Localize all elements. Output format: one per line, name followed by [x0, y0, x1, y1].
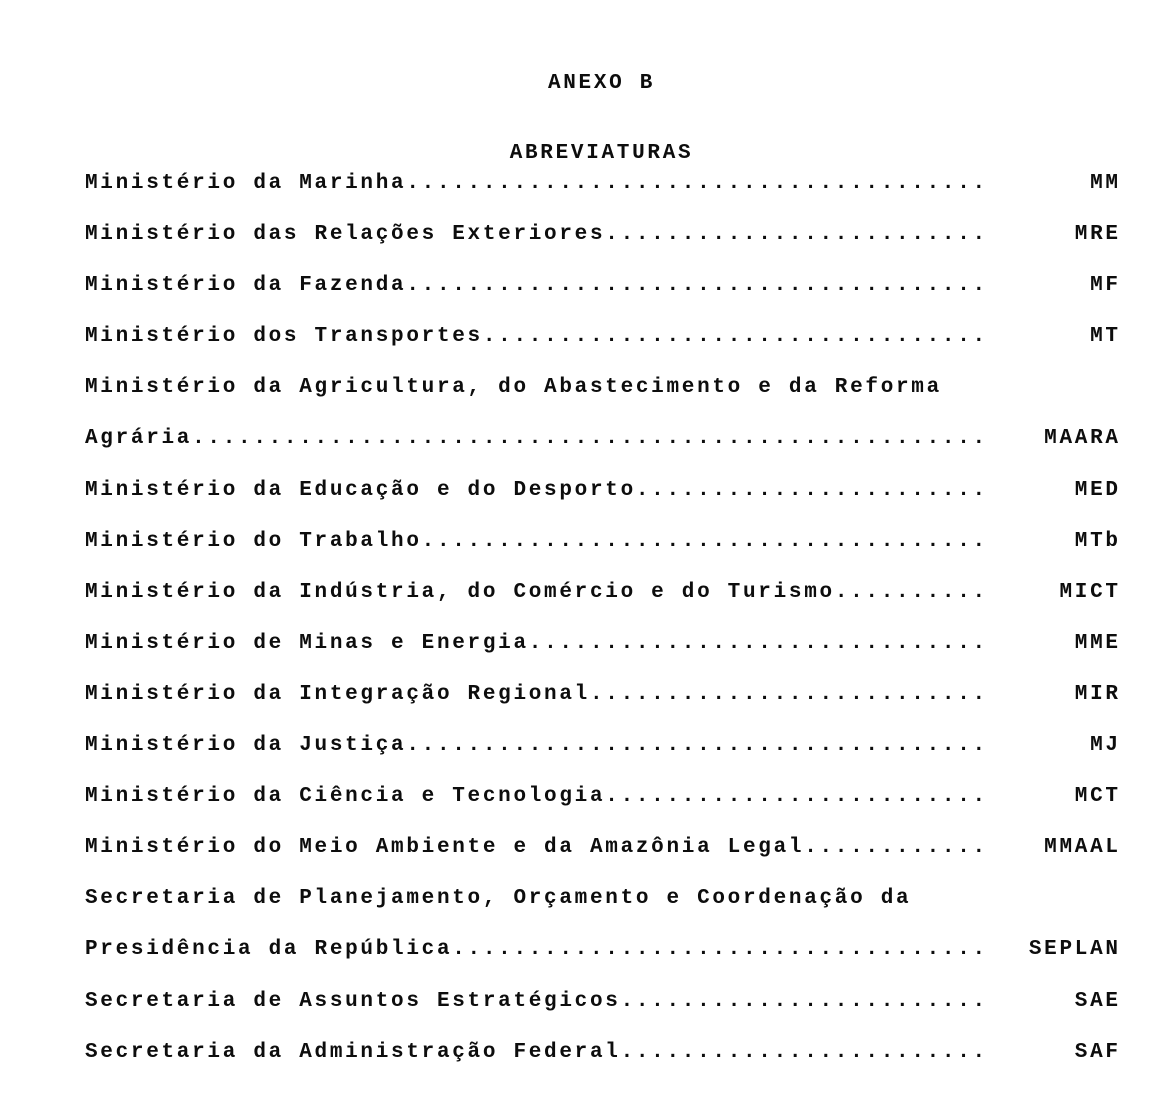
- leader-dots: ...................................: [452, 938, 988, 962]
- entry-name: Ministério do Meio Ambiente e da Amazônia Legal: [85, 836, 805, 860]
- entry-name: Secretaria da Administração Federal: [85, 1040, 621, 1064]
- entry-name: Ministério da Agricultura, do Abastecimento e da Reforma: [85, 376, 942, 400]
- entry-abbr: MED: [1074, 478, 1121, 502]
- entry-name: Secretaria de Planejamento, Orçamento e Coordenação da: [85, 887, 912, 911]
- entry-line: [85, 682, 1121, 734]
- leader-dots: ..........................: [589, 682, 988, 706]
- entry-line: [85, 376, 1118, 427]
- leader-dots: ..............................: [528, 631, 988, 655]
- entry-line: [85, 274, 1121, 325]
- entry-line: [85, 478, 1121, 530]
- entry-name: Ministério da Integração Regional: [85, 682, 590, 706]
- entry-line: [85, 580, 1121, 632]
- entry-abbr: MME: [1074, 631, 1121, 655]
- leader-dots: ............: [804, 836, 988, 860]
- entry-line: [85, 734, 1121, 785]
- leader-dots: ........................: [620, 1040, 988, 1064]
- entry-line: [85, 836, 1121, 887]
- entry-line: [85, 1040, 1121, 1092]
- abbreviation-list: [85, 172, 1121, 1092]
- leader-dots: ......................................: [406, 172, 988, 195]
- leader-dots: ..........: [834, 580, 988, 604]
- entry-name: Ministério da Ciência e Tecnologia: [85, 785, 606, 809]
- entry-abbr: MRE: [1074, 223, 1121, 247]
- entry-abbr: MM: [1090, 172, 1121, 195]
- entry-abbr: MTb: [1074, 529, 1121, 553]
- entry-name: Ministério de Minas e Energia: [85, 631, 529, 655]
- leader-dots: ........................: [620, 989, 988, 1013]
- entry-line: [85, 938, 1121, 989]
- leader-dots: .......................: [635, 478, 988, 502]
- entry-name: Presidência da República: [85, 938, 453, 962]
- entry-abbr: SAF: [1074, 1040, 1121, 1064]
- leader-dots: .................................: [482, 325, 988, 349]
- leader-dots: ....................................................: [192, 427, 988, 451]
- leader-dots: .........................: [605, 223, 988, 247]
- entry-line: [85, 989, 1121, 1041]
- entry-abbr: MF: [1090, 274, 1121, 298]
- leader-dots: ......................................: [406, 274, 988, 298]
- entry-name: Ministério da Educação e do Desporto: [85, 478, 636, 502]
- entry-name: Secretaria de Assuntos Estratégicos: [85, 989, 621, 1013]
- entry-name: Agrária: [85, 427, 193, 451]
- entry-line: [85, 325, 1121, 376]
- leader-dots: ......................................: [406, 734, 988, 758]
- leader-dots: .....................................: [421, 529, 988, 553]
- entry-abbr: MICT: [1059, 580, 1121, 604]
- entry-abbr: SAE: [1074, 989, 1121, 1013]
- entry-line: [85, 785, 1121, 836]
- entry-abbr: MT: [1090, 325, 1121, 349]
- entry-name: Ministério da Fazenda: [85, 274, 407, 298]
- entry-abbr: MIR: [1074, 682, 1121, 706]
- annex-subtitle: ABREVIATURAS: [509, 142, 694, 166]
- entry-name: Ministério da Indústria, do Comércio e do Turismo: [85, 580, 835, 604]
- entry-name: Ministério dos Transportes: [85, 325, 483, 349]
- annex-title: ANEXO B: [547, 71, 656, 95]
- entry-name: Ministério do Trabalho: [85, 529, 422, 553]
- entry-abbr: MCT: [1074, 785, 1121, 809]
- entry-line: [85, 223, 1121, 274]
- entry-name: Ministério da Justiça: [85, 734, 407, 758]
- entry-abbr: MJ: [1090, 734, 1121, 758]
- entry-name: Ministério da Marinha: [85, 172, 407, 195]
- entry-line: [85, 529, 1121, 581]
- entry-name: Ministério das Relações Exteriores: [85, 223, 606, 247]
- entry-abbr: MAARA: [1044, 427, 1121, 451]
- entry-line: [85, 631, 1121, 683]
- entry-abbr: MMAAL: [1044, 836, 1121, 860]
- entry-line: [85, 172, 1121, 223]
- entry-line: [85, 427, 1121, 478]
- leader-dots: .........................: [605, 785, 988, 809]
- entry-line: [85, 887, 1118, 938]
- entry-abbr: SEPLAN: [1028, 938, 1121, 962]
